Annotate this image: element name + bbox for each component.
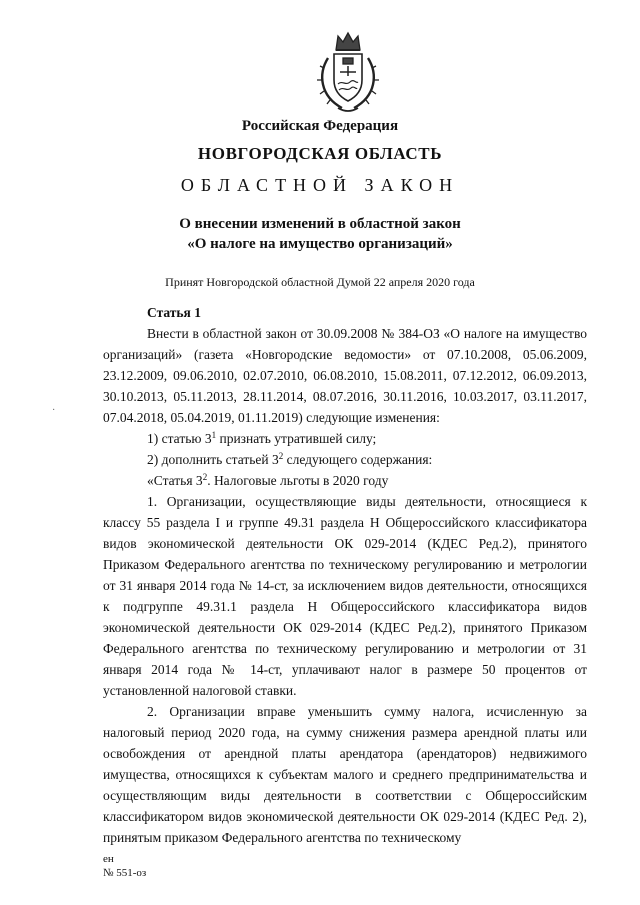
item-2-superscript: 2 bbox=[278, 451, 284, 461]
item-2-text-end: следующего содержания: bbox=[283, 452, 433, 467]
document-footer bbox=[103, 852, 146, 880]
region-name: НОВГОРОДСКАЯ ОБЛАСТЬ bbox=[197, 144, 443, 163]
title-line-1: О внесении изменений в областной закон bbox=[179, 216, 461, 232]
paragraph-1: 1. Организации, осуществляющие виды деятельности, относящиеся к классу 55 раздела I и группе 49.31 раздела H Общероссийского классификатора видов экономической деятельности ОК 029-2014 (КДЕС Ред.2), принятого Приказом Федерального агентства по техническому регулированию и метрологии от 31 января 2014 года № 14-ст, за исключением видов деятельности, относящихся к подгруппе 49.31.1 раздела H Общероссийского классификатора видов экономической деятельности ОК 029-2014 (КДЕС Ред.2), принятого Приказом Федерального агентства по техническому регулированию и метрологии от 31 января 2014 года № 14-ст, уплачивают налог в размере 50 процентов от установленной налоговой ставки. bbox=[103, 494, 587, 698]
amendment-item-1 bbox=[103, 428, 587, 449]
margin-mark: · bbox=[52, 405, 56, 416]
article-body bbox=[103, 302, 587, 848]
article-heading: Статья 1 bbox=[147, 305, 201, 320]
footer-initials: ен bbox=[103, 853, 114, 865]
document-type: ОБЛАСТНОЙ ЗАКОН bbox=[180, 175, 460, 195]
item-1-text-end: признать утратившей силу; bbox=[216, 431, 377, 446]
item-2-text: 2) дополнить статьей 3 bbox=[147, 452, 279, 467]
item-1-superscript: 1 bbox=[211, 430, 217, 440]
footer-number: № 551-оз bbox=[103, 867, 147, 879]
document-title bbox=[0, 214, 640, 254]
adoption-note: Принят Новгородской областной Думой 22 апреля 2020 года bbox=[165, 275, 475, 289]
new-article-heading bbox=[103, 470, 587, 491]
new-article-text-end: . Налоговые льготы в 2020 году bbox=[207, 473, 389, 488]
title-line-2: «О налоге на имущество организаций» bbox=[187, 236, 453, 252]
paragraph-2: 2. Организации вправе уменьшить сумму налога, исчисленную за налоговый период 2020 года, на сумму снижения размера арендной платы или освобождения от арендной платы арендатора (арендаторов) недвижимого имущества, относящихся к субъектам малого и среднего предпринимательства и осуществляющим виды деятельности в соответствии с Общероссийским классификатором видов экономической деятельности ОК 029-2014 (КДЕС Ред. 2), принятым приказом Федерального агентства по техническому bbox=[103, 704, 587, 845]
new-article-text: «Статья 3 bbox=[147, 473, 203, 488]
new-article-superscript: 2 bbox=[202, 472, 208, 482]
article-intro: Внести в областной закон от 30.09.2008 № 384-ОЗ «О налоге на имущество организаций» (газета «Новгородские ведомости» от 07.10.2008, 05.06.2009, 23.12.2009, 09.06.2010, 02.07.2010, 06.08.2010, 15.08.2011, 07.12.2012, 06.09.2013, 30.10.2013, 05.11.2013, 28.11.2014, 08.07.2016, 30.11.2016, 10.03.2017, 03.11.2017, 07.04.2018, 05.04.2019, 01.11.2019) следующие изменения: bbox=[103, 326, 587, 425]
item-1-text: 1) статью 3 bbox=[147, 431, 212, 446]
amendment-item-2 bbox=[103, 449, 587, 470]
country-name: Российская Федерация bbox=[241, 118, 399, 134]
coat-of-arms-icon bbox=[312, 28, 384, 114]
